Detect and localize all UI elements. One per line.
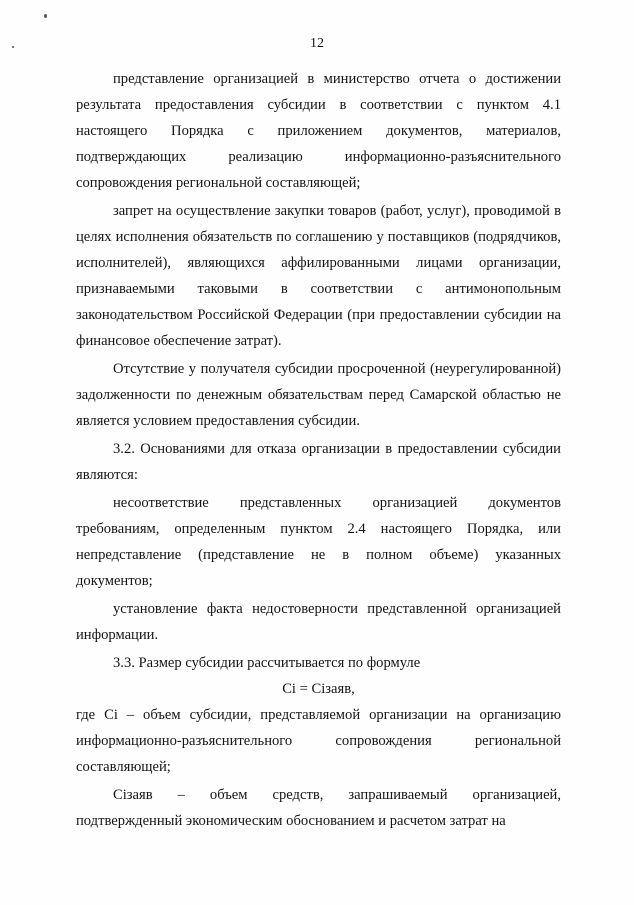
- paragraph-refusal-grounds: 3.2. Основаниями для отказа организации в предоставлении субсидии являются:: [76, 441, 561, 483]
- paragraph-procurement-ban: запрет на осуществление закупки товаров (работ, услуг), проводимой в целях исполнения обязательств по соглашению у поставщиков (подрядчиков, исполнителей), являющихся аффилированными лицами организации, признаваемыми таковыми в соответствии с антимонопольным законодательством Российской Федерации (при предоставлении субсидии на финансовое обеспечение затрат).: [76, 203, 561, 349]
- document-body: [76, 66, 561, 834]
- paragraph-formula-intro: 3.3. Размер субсидии рассчитывается по формуле: [113, 655, 421, 671]
- paragraph-report-submission: представление организацией в министерство отчета о достижении результата предоставления субсидии в соответствии с пунктом 4.1 настоящего Порядка с приложением документов, материалов, подтверждающих реализацию информационно-разъяснительного сопровождения региональной составляющей;: [76, 71, 561, 191]
- subsidy-formula: Ci = Ciзаяв,: [282, 681, 355, 697]
- paragraph-documents-mismatch: несоответствие представленных организацией документов требованиям, определенным пунктом 2.4 настоящего Порядка, или непредставление (представление не в полном объеме) указанных документов;: [76, 495, 561, 589]
- paragraph-false-information: установление факта недостоверности представленной организацией информации.: [76, 601, 561, 643]
- scan-speck: [44, 14, 47, 18]
- paragraph-requested-amount: Ciзаяв – объем средств, запрашиваемый организацией, подтвержденный экономическим обоснованием и расчетом затрат на: [76, 787, 561, 829]
- paragraph-formula-definition: где Ci – объем субсидии, представляемой организации на организацию информационно-разъяснительного сопровождения региональной составляющей;: [76, 707, 561, 775]
- paragraph-no-debt: Отсутствие у получателя субсидии просроченной (неурегулированной) задолженности по денежным обязательствам перед Самарской областью не является условием предоставления субсидии.: [76, 361, 561, 429]
- page-number: 12: [310, 36, 324, 51]
